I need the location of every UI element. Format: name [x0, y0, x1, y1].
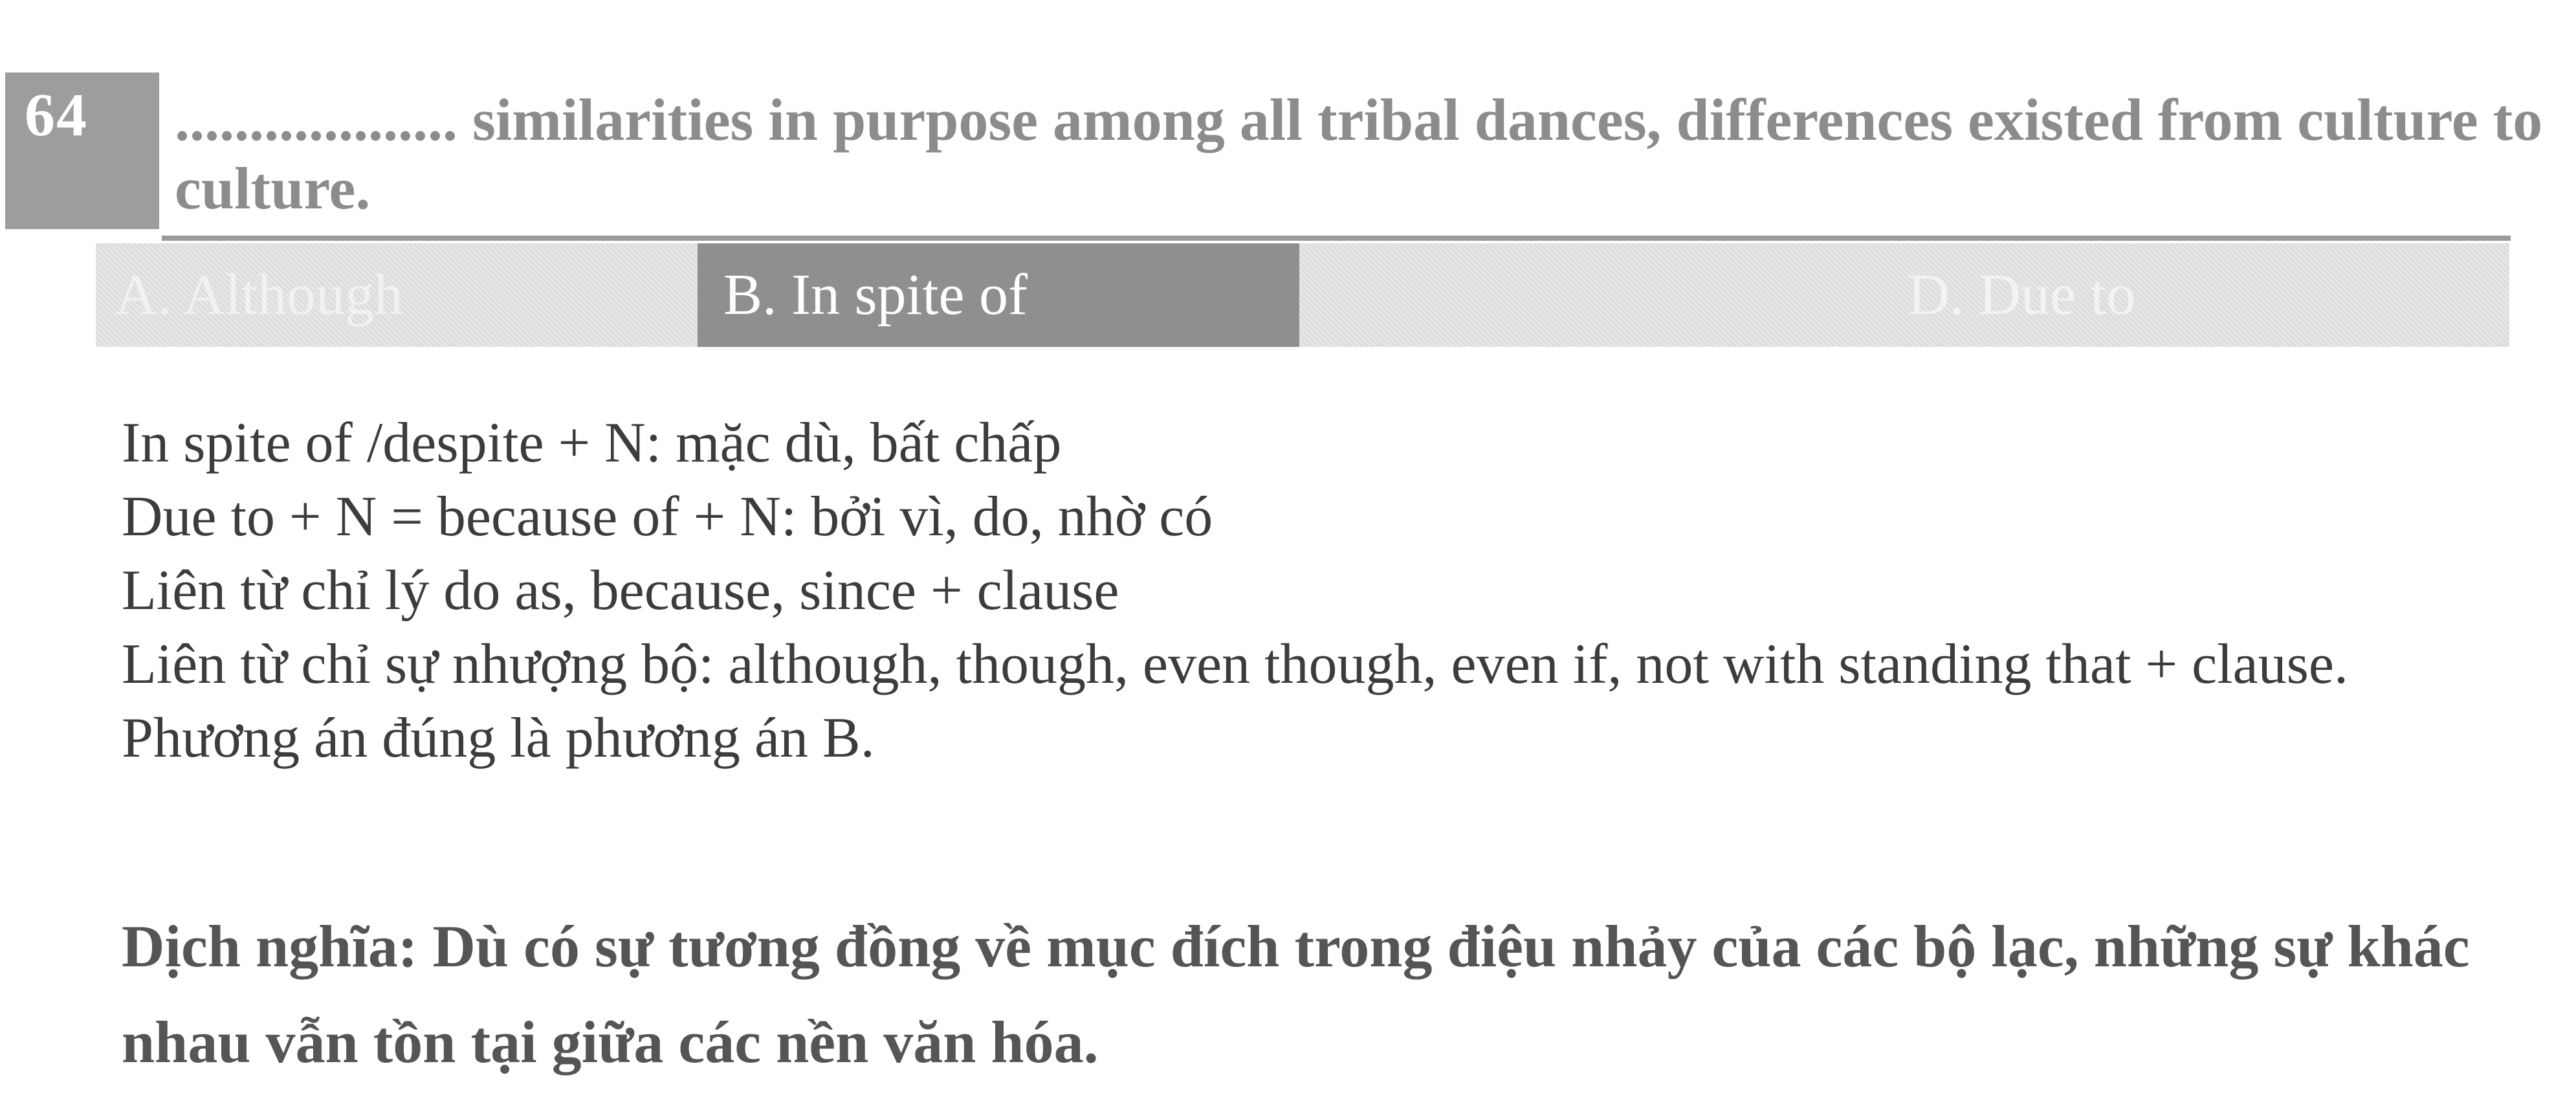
option-d: D. Due to: [1908, 263, 2136, 327]
question-number-badge: [5, 72, 159, 229]
explanation-line: Due to + N = because of + N: bởi vì, do, nhờ có: [122, 485, 1213, 548]
divider: [162, 236, 2511, 241]
explanation-answer-line: Phương án đúng là phương án B.: [122, 707, 875, 770]
question-stem: ................... similarities in purpose among all tribal dances, differences existed from culture to culture.: [175, 87, 2543, 221]
option-b-correct: B. In spite of: [698, 243, 1299, 347]
option-a: A. Although: [115, 263, 404, 327]
options-bar: [96, 243, 2509, 347]
explanation-line: In spite of /despite + N: mặc dù, bất chấp: [122, 412, 1062, 474]
explanation-line: Liên từ chỉ lý do as, because, since + clause: [122, 559, 1119, 622]
explanation-line: Liên từ chỉ sự nhượng bộ: although, though, even though, even if, not with standing that + clause.: [122, 633, 2348, 696]
question-number: 64: [25, 82, 88, 149]
explanation-block: [122, 406, 2548, 775]
translation: Dịch nghĩa: Dù có sự tương đồng về mục đích trong điệu nhảy của các bộ lạc, những sự khác nhau vẫn tồn tại giữa các nền văn hóa.: [122, 913, 2470, 1075]
